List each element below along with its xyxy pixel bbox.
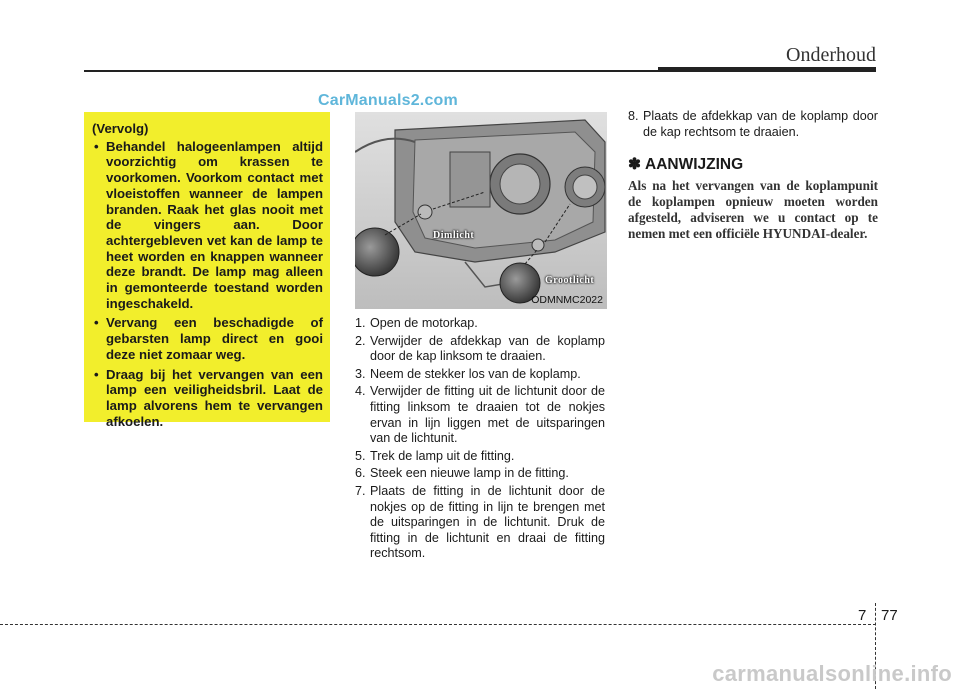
step-text: Neem de stekker los van de koplamp. <box>370 366 581 381</box>
chapter-number: 7 <box>858 607 867 624</box>
warning-item: • Vervang een beschadigde of gebarsten lamp direct en gooi deze niet zomaar weg. <box>92 315 323 362</box>
warning-item: • Draag bij het vervangen van een lamp een veiligheidsbril. Laat de lamp alvorens hem te vervangen afkoelen. <box>92 367 323 430</box>
warning-item: • Behandel halogeenlampen altijd voorzichtig om krassen te voorkomen. Voorkom contact met vloeistoffen wanneer de lampen branden. Raak het glas nooit met de vingers aan. Door achtergebleven vet kan de lamp te heet worden en knappen wanneer deze brandt. De lamp mag alleen in gemonteerde toestand worden ingeschakeld. <box>92 139 323 312</box>
header-rule-accent <box>658 67 876 72</box>
note-asterisk-icon: ✽ <box>628 156 641 174</box>
step <box>355 367 605 383</box>
step-number: 4. <box>355 384 366 399</box>
step-number: 7. <box>355 483 366 498</box>
step-text: Verwijder de fitting uit de lichtunit door de fitting linksom te draaien tot de nokjes ervan in lijn liggen met de uitsparingen van de lichtunit. <box>370 384 605 446</box>
step-text: Steek een nieuwe lamp in de fitting. <box>370 466 569 481</box>
step-number: 8. <box>628 109 639 123</box>
step <box>355 466 605 482</box>
step-number: 6. <box>355 466 366 481</box>
step-text: Plaats de afdekkap van de koplamp door de kap rechtsom te draaien. <box>643 109 878 139</box>
footer-divider <box>0 624 876 625</box>
step <box>355 384 605 446</box>
header-rule <box>84 70 658 72</box>
figure-code: ODMNMC2022 <box>531 294 603 306</box>
step <box>628 109 878 140</box>
step-number: 5. <box>355 448 366 463</box>
right-column <box>628 109 878 241</box>
label-grootlicht: Grootlicht <box>545 275 595 286</box>
step <box>355 484 605 562</box>
step <box>355 449 605 465</box>
watermark-bottom[interactable]: carmanualsonline.info <box>712 661 952 686</box>
warning-continued: (Vervolg) <box>92 121 149 136</box>
note-heading <box>628 155 878 174</box>
step-text: Plaats de fitting in de lichtunit door de nokjes op de fitting in lijn te brengen met de uitsparingen in de lichtunit. Druk de fitting in de lichtunit en draai de fitting rechtsom. <box>370 483 605 561</box>
note-title: AANWIJZING <box>645 155 744 173</box>
warning-box <box>84 112 330 429</box>
label-dimlicht: Dimlicht <box>433 230 475 241</box>
step-text: Trek de lamp uit de fitting. <box>370 448 515 463</box>
step-text: Verwijder de afdekkap van de koplamp door de kap linksom te draaien. <box>370 333 605 364</box>
step-number: 2. <box>355 333 366 348</box>
step-text: Open de motorkap. <box>370 316 478 330</box>
step-number: 3. <box>355 366 366 381</box>
warning-list <box>92 139 323 430</box>
step <box>355 316 605 332</box>
steps-list <box>355 316 605 564</box>
headlamp-figure <box>355 112 607 309</box>
page-number: 77 <box>881 607 898 624</box>
section-title: Onderhoud <box>786 44 876 66</box>
step <box>355 334 605 365</box>
step-number: 1. <box>355 316 366 330</box>
watermark-top[interactable]: CarManuals2.com <box>318 92 458 109</box>
note-body: Als na het vervangen van de koplampunit de koplampen opnieuw moeten worden afgesteld, adviseren we u contact op te nemen met een officiële HYUNDAI-dealer. <box>628 178 878 241</box>
